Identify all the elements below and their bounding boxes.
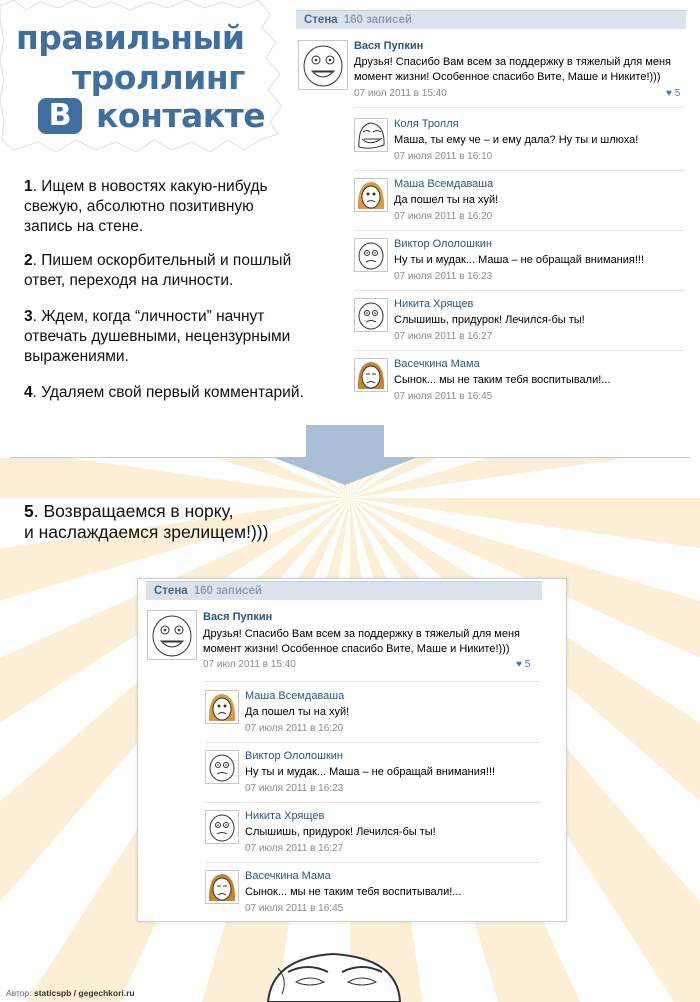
arrow-down-icon <box>258 425 418 485</box>
vk-logo-icon: В <box>38 98 82 134</box>
post-text-line: момент жизни! Особенное спасибо Вите, Маше и Никите!))) <box>354 71 661 83</box>
step-text: ответ, переходя на личности. <box>24 272 234 289</box>
comment-date[interactable]: 07 июля 2011 в 16:27 <box>394 331 493 342</box>
divider <box>203 681 541 682</box>
comment-date[interactable]: 07 июля 2011 в 16:23 <box>245 783 344 794</box>
author-credit <box>6 988 135 998</box>
divider <box>205 802 541 803</box>
like-count: 5 <box>524 659 531 670</box>
girl-rage-face-icon[interactable] <box>205 690 239 724</box>
trollface-icon <box>258 950 408 1002</box>
step-text: выражениями. <box>24 348 129 365</box>
trollface-icon[interactable] <box>354 118 388 152</box>
comment-author[interactable]: Виктор Ололошкин <box>245 750 343 762</box>
post-text-line: момент жизни! Особенное спасибо Вите, Маше и Никите!))) <box>203 643 510 655</box>
comment-date[interactable]: 07 июля 2011 в 16:27 <box>245 843 344 854</box>
title-badge <box>0 0 290 160</box>
step-5 <box>24 501 268 543</box>
title-line-2: троллинг <box>72 58 245 97</box>
title-line-3: контакте <box>96 96 266 135</box>
mother-rage-face-icon[interactable] <box>354 358 388 392</box>
divider <box>354 170 684 171</box>
comment-text: Да пошел ты на хуй! <box>245 706 350 718</box>
comment-date[interactable]: 07 июля 2011 в 16:45 <box>394 391 493 402</box>
wall-header-label[interactable]: Стена <box>304 14 338 26</box>
step-text: и наслаждаемся зрелищем!))) <box>24 522 269 542</box>
post-text-line: Друзья! Спасибо Вам всем за поддержку в тяжелый для меня <box>354 56 672 68</box>
heart-icon: ♥ <box>516 659 522 670</box>
post-text <box>354 55 671 85</box>
girl-rage-face-icon[interactable] <box>354 178 388 212</box>
heart-icon: ♥ <box>666 88 672 99</box>
comment-author[interactable]: Васечкина Мама <box>245 870 331 882</box>
comment-date[interactable]: 07 июля 2011 в 16:20 <box>245 723 344 734</box>
like-button[interactable] <box>516 659 530 670</box>
post-text <box>203 627 520 657</box>
comment-author[interactable]: Маша Всемдаваша <box>245 690 345 702</box>
step-text: запись на стене. <box>24 218 144 235</box>
comment-text: Маша, ты ему че – и ему дала? Ну ты и шлюха! <box>394 134 639 146</box>
comment-author[interactable]: Маша Всемдаваша <box>394 178 494 190</box>
step-number: 2 <box>24 252 33 269</box>
post-text-line: Друзья! Спасибо Вам всем за поддержку в тяжелый для меня <box>203 628 521 640</box>
wall-header <box>296 10 686 29</box>
post-date[interactable]: 07 июл 2011 в 15:40 <box>203 659 296 670</box>
like-count: 5 <box>674 88 681 99</box>
step-text: свежую, абсолютно позитивную <box>24 198 254 215</box>
step-3 <box>24 307 290 367</box>
comment-author[interactable]: Коля Тролля <box>394 118 459 130</box>
step-1 <box>24 177 268 237</box>
step-4 <box>24 383 304 403</box>
comment-date[interactable]: 07 июля 2011 в 16:45 <box>245 903 344 914</box>
step-2 <box>24 251 291 291</box>
comment-author[interactable]: Никита Хрящев <box>245 810 325 822</box>
step-text: . Ищем в новостях какую-нибудь <box>32 178 268 195</box>
rage-face-icon[interactable] <box>205 810 239 844</box>
wall-header-label[interactable]: Стена <box>154 585 188 597</box>
wall-1 <box>296 10 686 410</box>
rage-face-icon[interactable] <box>205 750 239 784</box>
divider <box>354 107 684 108</box>
wall-header <box>146 581 542 600</box>
divider <box>354 230 684 231</box>
comment-text: Сынок... мы не таким тебя воспитывали!... <box>245 886 462 898</box>
step-text: отвечать душевными, нецензурными <box>24 328 291 345</box>
comment-text: Ну ты и мудак... Маша – не обращай внимания!!! <box>245 766 496 778</box>
comment-text: Слышишь, придурок! Лечился-бы ты! <box>394 314 585 326</box>
step-text: . Пишем оскорбительный и пошлый <box>32 252 292 269</box>
rage-face-happy-icon[interactable] <box>147 610 197 660</box>
divider <box>205 862 541 863</box>
credit-label: Автор: <box>6 988 32 998</box>
rage-face-icon[interactable] <box>354 238 388 272</box>
rage-face-icon[interactable] <box>354 298 388 332</box>
comment-author[interactable]: Никита Хрящев <box>394 298 474 310</box>
step-text: . Удаляем свой первый комментарий. <box>32 384 304 401</box>
comment-date[interactable]: 07 июля 2011 в 16:23 <box>394 271 493 282</box>
step-text: . Ждем, когда “личности” начнут <box>32 308 265 325</box>
wall-2 <box>137 578 567 922</box>
comment-text: Сынок... мы не таким тебя воспитывали!... <box>394 374 611 386</box>
comment-text: Ну ты и мудак... Маша – не обращай внимания!!! <box>394 254 645 266</box>
comment-date[interactable]: 07 июля 2011 в 16:20 <box>394 211 493 222</box>
title-line-1: правильный <box>16 18 245 57</box>
rage-face-happy-icon[interactable] <box>298 40 348 90</box>
divider <box>354 290 684 291</box>
comment-author[interactable]: Васечкина Мама <box>394 358 480 370</box>
like-button[interactable] <box>666 88 680 99</box>
wall-header-count: 160 записей <box>193 585 262 597</box>
comment-date[interactable]: 07 июля 2011 в 16:10 <box>394 151 493 162</box>
post-date[interactable]: 07 июл 2011 в 15:40 <box>354 88 447 99</box>
comment-text: Слышишь, придурок! Лечился-бы ты! <box>245 826 436 838</box>
step-number: 1 <box>24 178 33 195</box>
step-number: 5 <box>24 501 34 521</box>
step-number: 3 <box>24 308 33 325</box>
step-number: 4 <box>24 384 33 401</box>
comment-author[interactable]: Виктор Ололошкин <box>394 238 492 250</box>
credit-author: staticspb / gegechkori.ru <box>34 988 135 998</box>
mother-rage-face-icon[interactable] <box>205 870 239 904</box>
step-text: . Возвращаемся в норку, <box>33 501 234 521</box>
divider <box>205 742 541 743</box>
wall-header-count: 160 записей <box>343 14 412 26</box>
divider <box>354 350 684 351</box>
post-author[interactable]: Вася Пупкин <box>354 40 424 52</box>
comment-text: Да пошел ты на хуй! <box>394 194 499 206</box>
post-author[interactable]: Вася Пупкин <box>203 611 273 623</box>
